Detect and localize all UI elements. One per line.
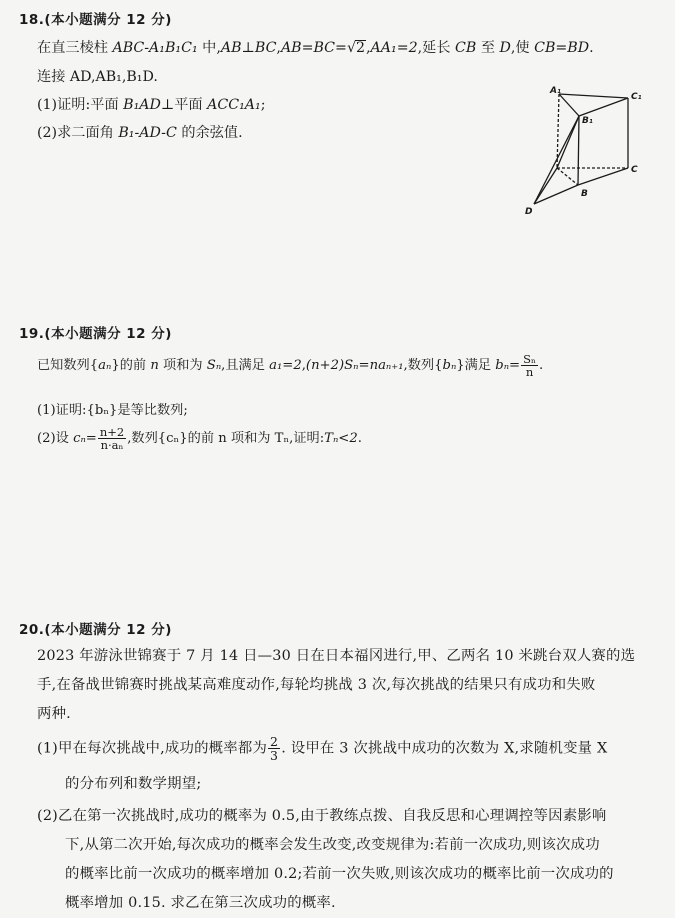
label-c1: C₁ [631,92,642,102]
q20-part1-line2: 的分布列和数学期望; [65,776,202,792]
q20-header: 20.(本小题满分 12 分) [19,622,172,638]
edge-ab1 [557,116,579,168]
edge-bc [578,168,628,185]
edge-ab [557,168,578,185]
label-a1: A₁ [550,86,561,96]
q20-part2-line4: 概率增加 0.15. 求乙在第三次成功的概率. [65,895,336,911]
q20-line2: 手,在备战世锦赛时挑战某高难度动作,每轮均挑战 3 次,每次挑战的结果只有成功和失败 [37,677,596,693]
q20-part2-line1: (2)乙在第一次挑战时,成功的概率为 0.5,由于教练点拨、自我反思和心理调控等因素影响 [37,808,607,824]
fraction-sn-over-n: $\frac{\text{Sₙ}}{n}$ [523,352,536,380]
edge-a1c1 [559,94,628,98]
edge-b1d [534,116,579,204]
q18-part2: (2)求二面角 B₁-AD-C 的余弦值. [37,125,243,141]
label-d: D [525,207,533,217]
q19-part1: (1)证明:{bₙ}是等比数列; [37,403,188,418]
fraction-two-thirds: $\frac{2}{3}$ [270,734,279,764]
prism-figure [520,82,650,222]
q20-line1: 2023 年游泳世锦赛于 7 月 14 日—30 日在日本福冈进行,甲、乙两名 10 米跳台双人赛的选 [37,648,636,664]
q20-part2-line2: 下,从第二次开始,每次成功的概率会发生改变,改变规律为:若前一次成功,则该次成功 [65,837,600,853]
q19-header: 19.(本小题满分 12 分) [19,326,172,342]
q18-statement-line2: 连接 AD,AB₁,B₁D. [37,69,158,85]
q18-statement-line1: 在直三棱柱 ABC-A₁B₁C₁ 中,AB⊥BC,AB=BC=√2,AA₁=2,延长 CB 至 D,使 CB=BD. [37,40,594,56]
q18-header: 18.(本小题满分 12 分) [19,12,172,28]
edge-bb1 [578,116,579,185]
q20-part1-line1: (1)甲在每次挑战中,成功的概率都为 $\frac{2}{3}$ . 设甲在 3 次挑战中成功的次数为 X,求随机变量 X [37,734,608,764]
q20-line3: 两种. [37,706,71,722]
fraction-cn: $\frac{n+2}{\text{n·aₙ}}$ [99,425,125,453]
label-b: B [581,189,588,199]
q19-part2: (2)设 cₙ= $\frac{n+2}{\text{n·aₙ}}$ ,数列{cₙ}的前 n 项和为 Tₙ,证明:Tₙ<2. [37,425,362,453]
label-b1: B₁ [582,116,593,126]
q19-statement: 已知数列{aₙ}的前 n 项和为 Sₙ,且满足 a₁=2,(n+2)Sₙ=naₙ₊₁,数列{bₙ}满足 bₙ= $\frac{\text{Sₙ}}{n}$ . [37,352,544,380]
q18-part1: (1)证明:平面 B₁AD⊥平面 ACC₁A₁; [37,97,266,113]
q20-part2-line3: 的概率比前一次成功的概率增加 0.2;若前一次失败,则该次成功的概率比前一次成功的 [65,866,614,882]
edge-a1b1 [559,94,579,116]
edge-b1c1 [579,98,628,116]
label-c: C [631,165,638,175]
